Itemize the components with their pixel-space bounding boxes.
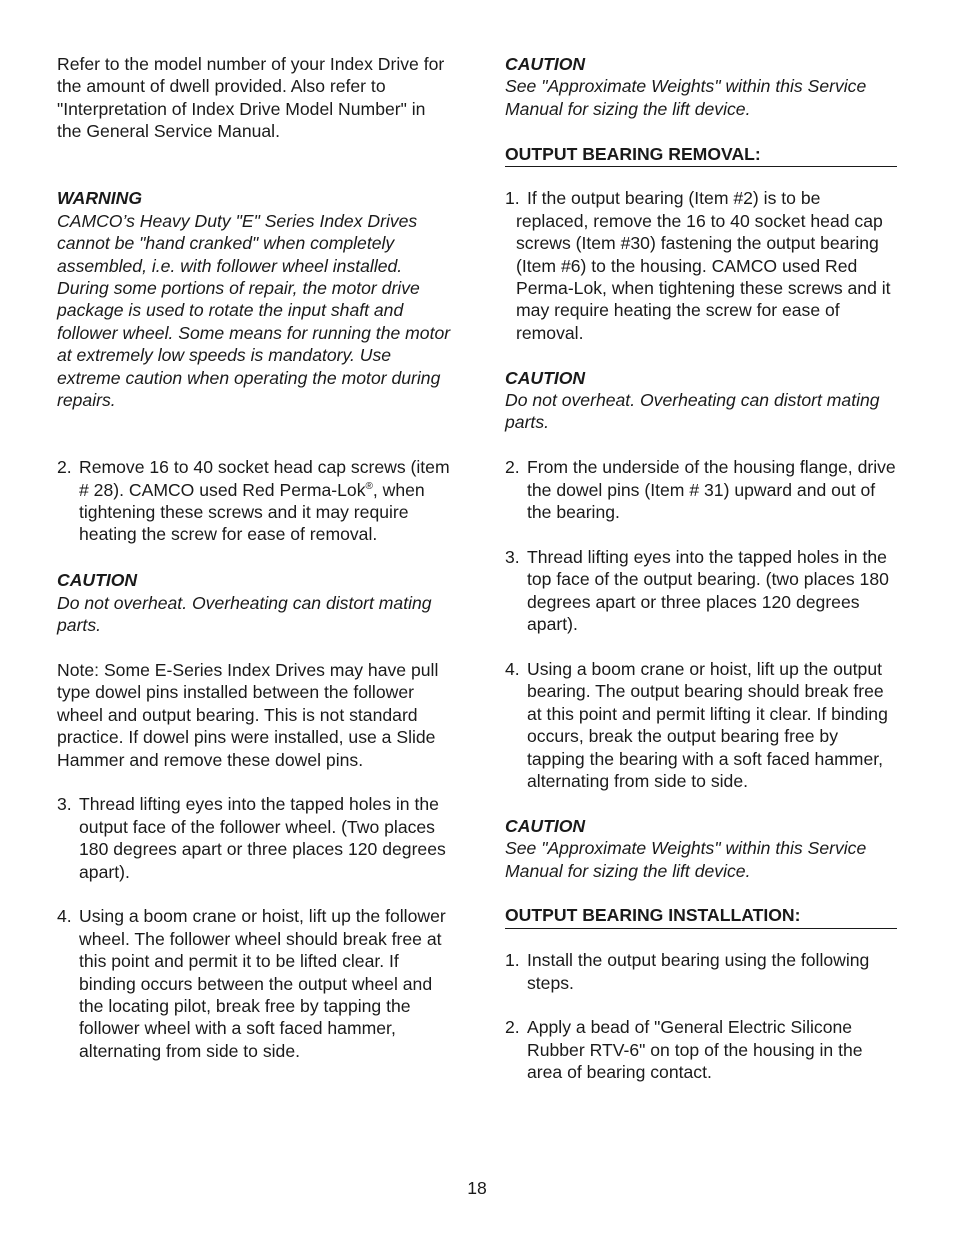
step-2-remove-screws [57,456,452,546]
removal-step-2 [505,456,897,523]
page-number: 18 [467,1178,487,1198]
caution-text: See "Approximate Weights" within this Service Manual for sizing the lift device. [505,76,867,119]
right-column [505,53,897,1084]
left-column [57,53,452,1062]
caution-text: Do not overheat. Overheating can distort mating parts. [57,592,432,636]
registered-mark: ® [365,480,373,492]
caution-text: Do not overheat. Overheating can distort mating parts. [505,390,880,433]
step-number: 3. [57,794,72,815]
intro-paragraph: Refer to the model number of your Index Drive for the amount of dwell provided. Also refer to "Interpretation of Index Drive Model Number" in the General Service Manual. [57,54,445,142]
installation-step-2 [505,1016,897,1083]
step-number: 2. [505,1017,520,1038]
caution-heading: CAUTION [505,367,586,388]
step-text: Apply a bead of "General Electric Silicone Rubber RTV-6" on top of the housing in the area of bearing contact. [527,1017,863,1083]
warning-text: CAMCO’s Heavy Duty "E" Series Index Drives cannot be "hand cranked" when completely assembled, i.e. with follower wheel installed. During some portions of repair, the motor drive package is used to rotate the input shaft and follower wheel. Some means for running the motor at extremely low speeds is mandatory. Use extreme caution when operating the motor during repairs. [57,210,451,411]
step-text: Using a boom crane or hoist, lift up the follower wheel. The follower wheel should break free at this point and permit it to be lifted clear. If binding occurs between the output wheel and the locating pilot, break free by tapping the follower wheel with a soft faced hammer, alternating from side to side. [79,906,446,1061]
section-title-removal: OUTPUT BEARING REMOVAL: [505,143,897,167]
step-text-b: , when tightening these screws and it may require heating the screw for ease of removal. [79,479,425,545]
caution-heading: CAUTION [505,54,586,74]
step-text: Install the output bearing using the following steps. [527,950,870,993]
step-number: 1. [505,188,520,209]
step-text: From the underside of the housing flange, drive the dowel pins (Item # 31) upward and out of the bearing. [527,457,896,523]
removal-step-3 [505,546,897,636]
removal-step-1 [505,187,897,344]
step-text-a: Remove 16 to 40 socket head cap screws (item # 28). CAMCO used Red Perma-Lok [79,457,450,500]
section-title-installation: OUTPUT BEARING INSTALLATION: [505,904,897,928]
caution-heading: CAUTION [57,570,138,591]
step-number: 4. [505,658,520,679]
installation-step-1 [505,949,897,994]
step-number: 1. [505,950,520,971]
removal-step-4 [505,658,897,792]
step-number: 2. [57,457,72,478]
caution-heading: CAUTION [505,815,586,836]
step-number: 2. [505,457,520,478]
step-text: Thread lifting eyes into the tapped holes in the top face of the output bearing. (two places 180 degrees apart or three places 120 degrees apart). [527,546,889,635]
step-text: Using a boom crane or hoist, lift up the output bearing. The output bearing should break free at this point and permit lifting it clear. If binding occurs, break the output bearing free by tapping the bearing with a soft faced hammer, alternating from side to side. [527,658,888,791]
step-4-lift-follower-wheel [57,905,452,1062]
step-text: Thread lifting eyes into the tapped holes in the output face of the follower wheel. (Two places 180 degrees apart or three places 120 degrees apart). [79,794,446,882]
note-paragraph: Note: Some E-Series Index Drives may have pull type dowel pins installed between the follower wheel and output bearing. This is not standard practice. If dowel pins were installed, use a Slide Hammer and remove these dowel pins. [57,659,439,770]
step-3-lifting-eyes [57,793,452,883]
step-number: 4. [57,906,72,927]
warning-heading: WARNING [57,188,143,209]
caution-text: See "Approximate Weights" within this Service Manual for sizing the lift device. [505,838,867,881]
step-number: 3. [505,546,520,567]
step-text: If the output bearing (Item #2) is to be replaced, remove the 16 to 40 socket head cap screws (Item #30) fastening the output bearing (Item #6) to the housing. CAMCO used Red Perma-Lok, when tightening these screws and it may require heating the screw for ease of removal. [516,188,891,343]
